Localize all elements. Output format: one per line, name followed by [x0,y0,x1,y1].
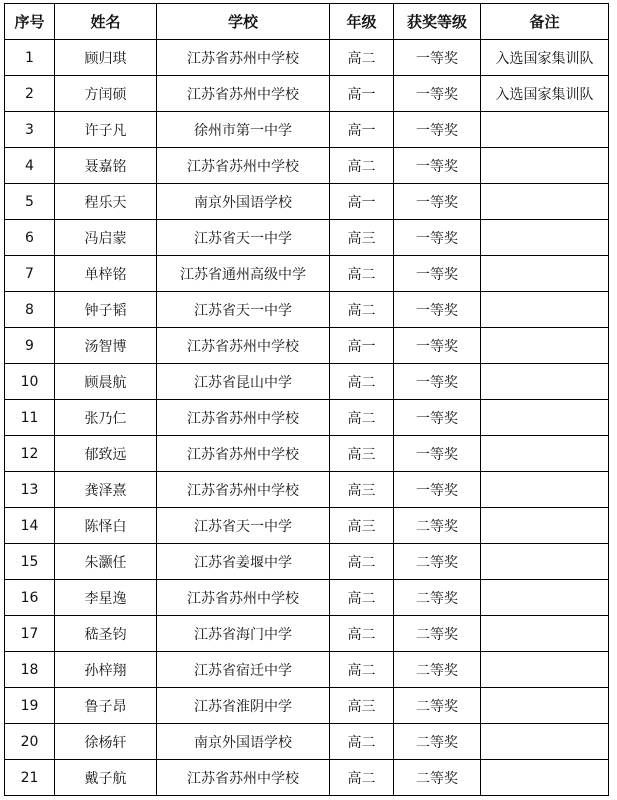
cell-seq: 4 [5,148,55,184]
table-row [5,688,609,724]
cell-note [481,688,609,724]
cell-grade: 高三 [330,472,394,508]
table-row [5,184,609,220]
cell-school: 江苏省淮阴中学 [157,688,330,724]
cell-note [481,148,609,184]
cell-seq: 2 [5,76,55,112]
cell-name: 戴子航 [55,760,157,796]
cell-name: 顾晨航 [55,364,157,400]
cell-grade: 高一 [330,184,394,220]
header-school: 学校 [157,4,330,40]
cell-name: 方闰硕 [55,76,157,112]
cell-name: 程乐天 [55,184,157,220]
cell-name: 聂嘉铭 [55,148,157,184]
cell-grade: 高二 [330,760,394,796]
cell-award-level: 一等奖 [394,472,481,508]
cell-name: 陈怿白 [55,508,157,544]
cell-grade: 高三 [330,688,394,724]
cell-award-level: 二等奖 [394,724,481,760]
table-row [5,328,609,364]
cell-seq: 12 [5,436,55,472]
cell-school: 江苏省苏州中学校 [157,472,330,508]
cell-grade: 高二 [330,652,394,688]
cell-school: 南京外国语学校 [157,724,330,760]
cell-note [481,436,609,472]
cell-award-level: 一等奖 [394,364,481,400]
cell-name: 单梓铭 [55,256,157,292]
cell-award-level: 一等奖 [394,400,481,436]
award-table [4,3,609,796]
cell-seq: 15 [5,544,55,580]
cell-grade: 高二 [330,148,394,184]
cell-name: 嵇圣钧 [55,616,157,652]
cell-seq: 3 [5,112,55,148]
cell-award-level: 一等奖 [394,148,481,184]
cell-award-level: 二等奖 [394,616,481,652]
table-row [5,760,609,796]
cell-seq: 17 [5,616,55,652]
table-row [5,40,609,76]
cell-name: 郁致远 [55,436,157,472]
cell-award-level: 一等奖 [394,40,481,76]
cell-name: 徐杨轩 [55,724,157,760]
cell-grade: 高二 [330,724,394,760]
cell-school: 江苏省苏州中学校 [157,328,330,364]
cell-school: 南京外国语学校 [157,184,330,220]
cell-name: 汤智博 [55,328,157,364]
cell-award-level: 一等奖 [394,112,481,148]
cell-school: 江苏省天一中学 [157,292,330,328]
cell-name: 顾归琪 [55,40,157,76]
cell-note [481,724,609,760]
table-row [5,544,609,580]
cell-school: 徐州市第一中学 [157,112,330,148]
cell-note [481,760,609,796]
cell-seq: 10 [5,364,55,400]
table-row [5,220,609,256]
cell-school: 江苏省宿迁中学 [157,652,330,688]
cell-seq: 9 [5,328,55,364]
cell-award-level: 一等奖 [394,436,481,472]
cell-note [481,112,609,148]
cell-award-level: 一等奖 [394,256,481,292]
table-row [5,724,609,760]
table-row [5,472,609,508]
cell-school: 江苏省苏州中学校 [157,148,330,184]
cell-school: 江苏省苏州中学校 [157,760,330,796]
table-row [5,400,609,436]
cell-school: 江苏省海门中学 [157,616,330,652]
cell-award-level: 二等奖 [394,508,481,544]
cell-award-level: 一等奖 [394,220,481,256]
table-row [5,256,609,292]
table-row [5,112,609,148]
cell-grade: 高三 [330,220,394,256]
cell-note [481,652,609,688]
cell-seq: 5 [5,184,55,220]
cell-seq: 19 [5,688,55,724]
cell-award-level: 一等奖 [394,76,481,112]
cell-grade: 高二 [330,580,394,616]
cell-seq: 6 [5,220,55,256]
cell-name: 孙梓翔 [55,652,157,688]
cell-grade: 高二 [330,616,394,652]
header-seq: 序号 [5,4,55,40]
cell-grade: 高二 [330,400,394,436]
cell-seq: 14 [5,508,55,544]
table-row [5,364,609,400]
table-row [5,508,609,544]
cell-note [481,364,609,400]
cell-award-level: 二等奖 [394,652,481,688]
cell-award-level: 二等奖 [394,760,481,796]
cell-grade: 高一 [330,112,394,148]
cell-note: 入选国家集训队 [481,76,609,112]
table-row [5,436,609,472]
cell-note [481,580,609,616]
cell-grade: 高二 [330,364,394,400]
table-row [5,652,609,688]
table-row [5,76,609,112]
header-grade: 年级 [330,4,394,40]
cell-seq: 1 [5,40,55,76]
cell-award-level: 一等奖 [394,292,481,328]
cell-award-level: 二等奖 [394,580,481,616]
table-row [5,580,609,616]
cell-school: 江苏省苏州中学校 [157,400,330,436]
cell-note [481,256,609,292]
cell-note [481,616,609,652]
cell-name: 张乃仁 [55,400,157,436]
cell-seq: 18 [5,652,55,688]
cell-name: 李星逸 [55,580,157,616]
cell-seq: 7 [5,256,55,292]
cell-grade: 高二 [330,544,394,580]
cell-school: 江苏省姜堰中学 [157,544,330,580]
cell-note [481,292,609,328]
cell-grade: 高一 [330,76,394,112]
cell-grade: 高二 [330,292,394,328]
cell-school: 江苏省天一中学 [157,508,330,544]
cell-award-level: 一等奖 [394,328,481,364]
cell-school: 江苏省昆山中学 [157,364,330,400]
cell-school: 江苏省通州高级中学 [157,256,330,292]
table-row [5,292,609,328]
cell-note [481,184,609,220]
cell-seq: 20 [5,724,55,760]
header-note: 备注 [481,4,609,40]
cell-note: 入选国家集训队 [481,40,609,76]
header-award-level: 获奖等级 [394,4,481,40]
header-row [5,4,609,40]
cell-award-level: 二等奖 [394,688,481,724]
cell-note [481,400,609,436]
cell-grade: 高二 [330,256,394,292]
cell-note [481,544,609,580]
cell-school: 江苏省苏州中学校 [157,580,330,616]
cell-award-level: 二等奖 [394,544,481,580]
header-name: 姓名 [55,4,157,40]
cell-name: 朱灏任 [55,544,157,580]
cell-school: 江苏省苏州中学校 [157,436,330,472]
table-body [5,40,609,796]
cell-school: 江苏省天一中学 [157,220,330,256]
cell-grade: 高二 [330,40,394,76]
cell-school: 江苏省苏州中学校 [157,76,330,112]
cell-note [481,220,609,256]
cell-grade: 高三 [330,508,394,544]
table-row [5,616,609,652]
cell-name: 许子凡 [55,112,157,148]
cell-name: 鲁子昂 [55,688,157,724]
cell-note [481,472,609,508]
cell-seq: 21 [5,760,55,796]
cell-seq: 16 [5,580,55,616]
table-row [5,148,609,184]
cell-school: 江苏省苏州中学校 [157,40,330,76]
cell-grade: 高一 [330,328,394,364]
cell-seq: 8 [5,292,55,328]
cell-award-level: 一等奖 [394,184,481,220]
cell-name: 钟子韬 [55,292,157,328]
cell-grade: 高三 [330,436,394,472]
cell-note [481,328,609,364]
cell-seq: 13 [5,472,55,508]
cell-seq: 11 [5,400,55,436]
cell-name: 冯启蒙 [55,220,157,256]
cell-note [481,508,609,544]
cell-name: 龚泽熹 [55,472,157,508]
